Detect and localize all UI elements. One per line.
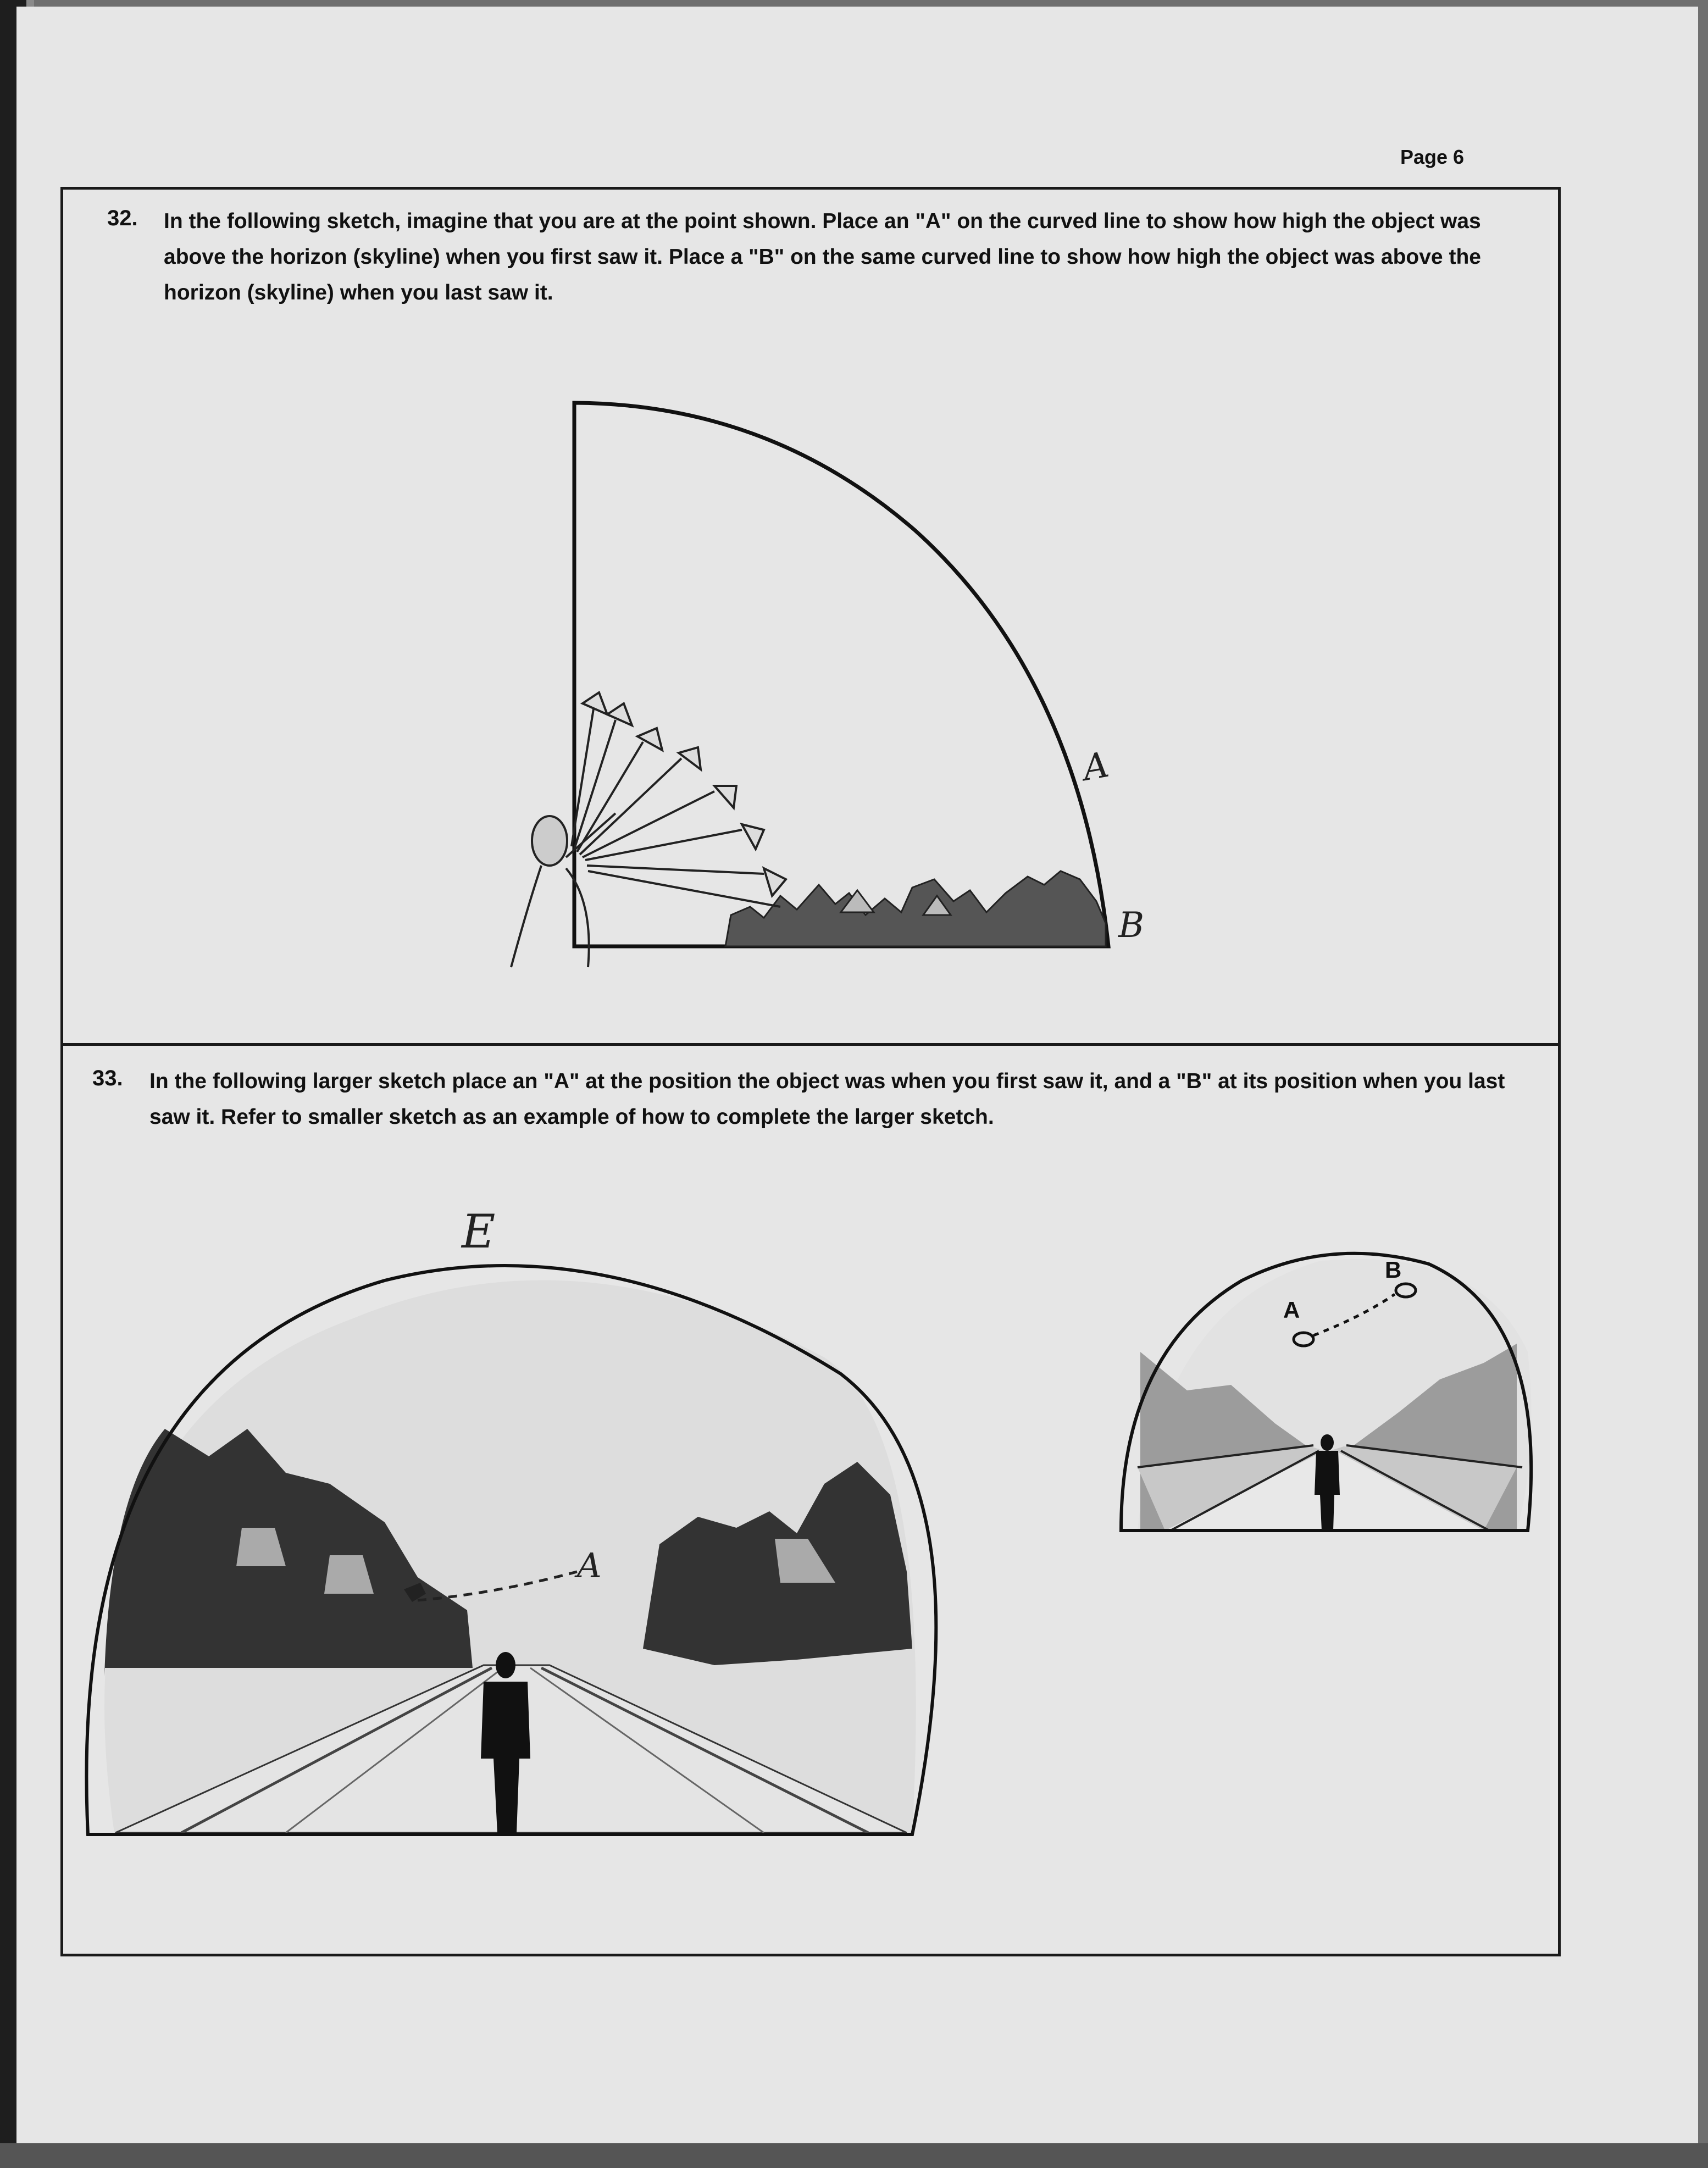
page-number: Page 6 xyxy=(1400,146,1465,168)
example-street-sketch xyxy=(1138,1259,1532,1531)
handwritten-mark-a: A xyxy=(1079,744,1112,789)
question-32-text: In the following sketch, imagine that you are at the point shown. Place an "A" on the curved line to show how high the object was above the horizon (skyline) when you first saw it. Place a "B" on the same curved line to show how high the object was above the horizon (skyline) when you last saw it. xyxy=(164,209,1481,304)
handwritten-mark-b: B xyxy=(1118,905,1145,946)
quadrant-outline xyxy=(574,403,1108,946)
example-label-a: A xyxy=(1283,1297,1300,1323)
question-33-text: In the following larger sketch place an "A" at the position the object was when you first saw it, and a "B" at its position when you last saw it. Refer to smaller sketch as an example of how to complete the larger sketch. xyxy=(149,1069,1505,1129)
handwritten-mark-a-large: A xyxy=(577,1545,602,1585)
handwritten-mark-e: E xyxy=(462,1205,496,1258)
example-label-b: B xyxy=(1385,1257,1402,1283)
question-32-number: 32. xyxy=(107,206,138,230)
question-33-number: 33. xyxy=(92,1066,123,1090)
elevation-quadrant-diagram xyxy=(574,403,1108,946)
large-street-sketch xyxy=(104,1280,916,1833)
